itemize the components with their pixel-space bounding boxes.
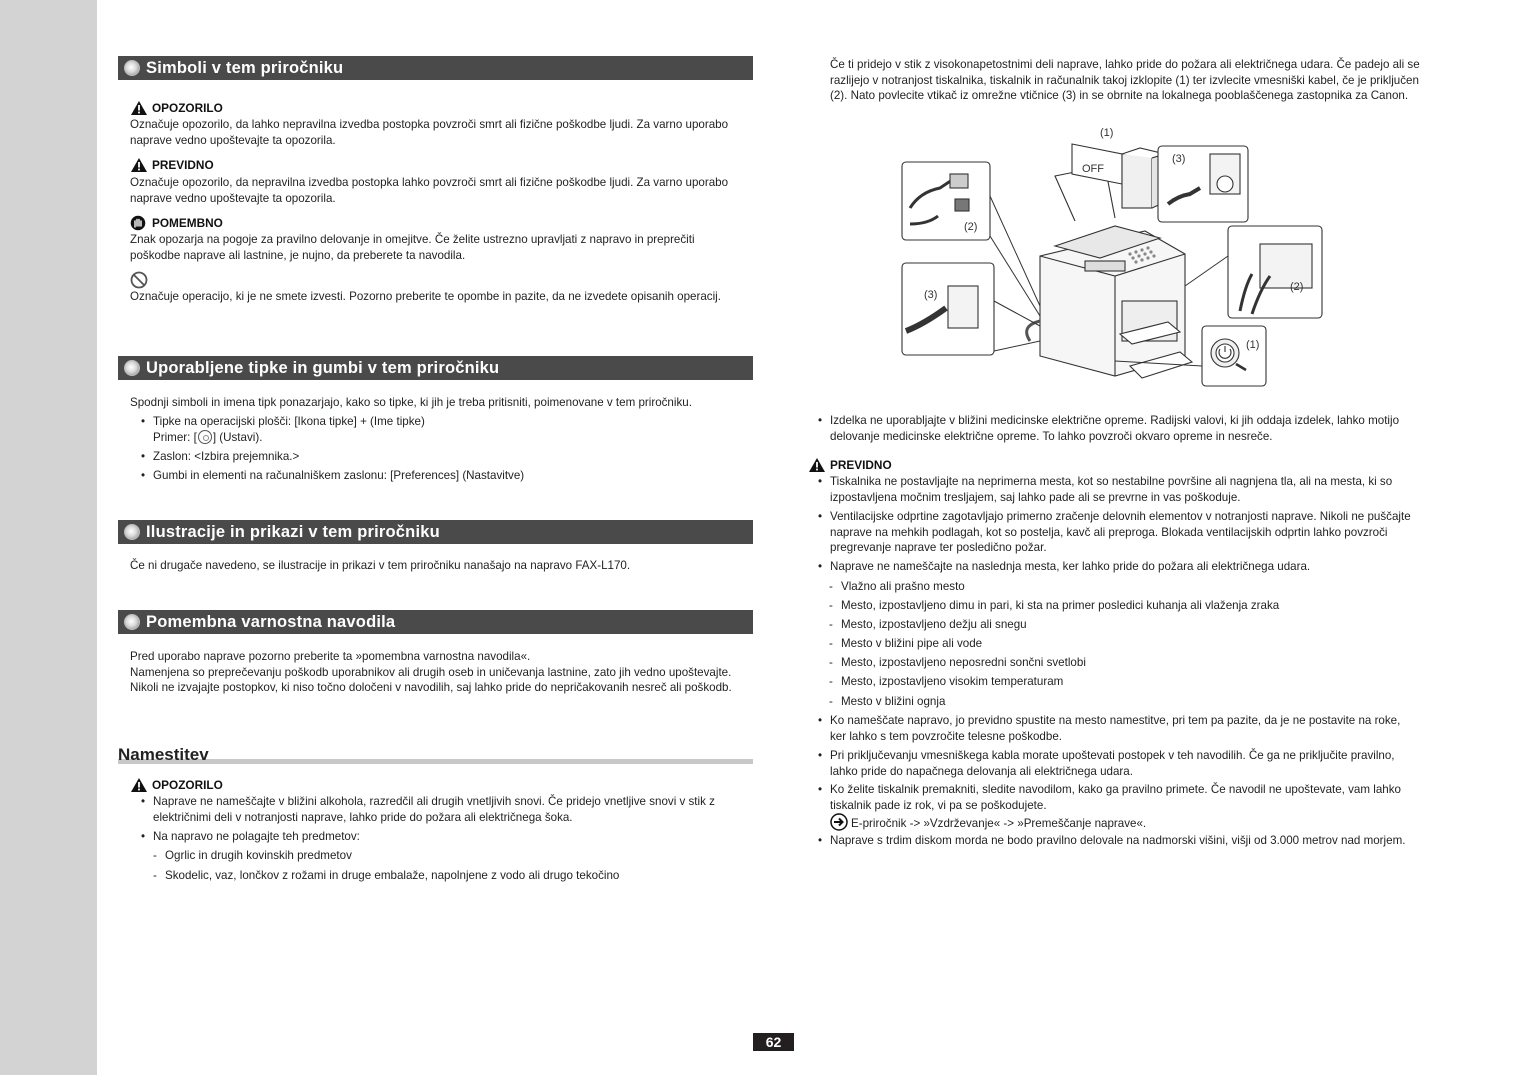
- manual-reference-link[interactable]: E-priročnik -> »Vzdrževanje« -> »Premeščanje naprave«.: [851, 817, 1147, 831]
- hand-stop-icon: [130, 215, 148, 231]
- section-bullet-icon: [124, 60, 140, 76]
- keys-list-item: • Zaslon: <Izbira prejemnika.>: [141, 449, 741, 465]
- warning-triangle-icon: [130, 777, 148, 793]
- keys-list-item: • Tipke na operacijski plošči: [Ikona tipke] + (Ime tipke) Primer: [ ] (Ustavi).: [141, 414, 741, 445]
- section-title: Uporabljene tipke in gumbi v tem priročniku: [146, 359, 500, 377]
- caution-bullet: • Ko nameščate napravo, jo previdno spustite na mesto namestitve, pri tem pa pazite, da je ne postavite na roke, ker lahko s tem povzročite telesne poškodbe.: [818, 713, 1418, 744]
- installation-heading: Namestitev: [118, 745, 209, 764]
- caution-bullet: • Pri priključevanju vmesniškega kabla morate upoštevati postopek v teh navodilih. Če ga ne priključite pravilno, lahko pride do napačnega delovanja ali električnega udara.: [818, 748, 1418, 779]
- contact-intro: Če ti pridejo v stik z visokonapetostnimi deli naprave, lahko pride do požara ali električnega udara. Če padejo ali se razlijejo v notranjost tiskalnika, tiskalnik in računalnik takoj izklopite (1) ter izvlecite vmesniški kabel, če je priključen (2). Nato povlecite vtikač iz omrežne vtičnice (3) in se obrnite na lokalnega pooblaščenega zastopnika za Canon.: [830, 58, 1420, 103]
- keys-list-item: • Gumbi in elementi na računalniškem zaslonu: [Preferences] (Nastavitve): [141, 468, 741, 484]
- prohibited-description: Označuje operacijo, ki je ne smete izvesti. Pozorno preberite te opombe in pazite, da ne izvedete opisanih operacij.: [130, 290, 721, 303]
- caution-triangle-icon: [130, 157, 148, 173]
- page-number: 62: [753, 1033, 794, 1051]
- warning-triangle-icon: [130, 100, 148, 116]
- off-label: OFF: [1082, 163, 1104, 175]
- caution-description: Označuje opozorilo, da nepravilna izvedba postopka lahko povzroči smrt ali fizične poškodbe ljudi. Za varno uporabo naprave vedno upoštevajte ta opozorila.: [130, 176, 729, 205]
- caution-bullet: • Naprave s trdim diskom morda ne bodo pravilno delovale na nadmorski višini, višji od 3.000 metrov nad morjem.: [818, 833, 1408, 849]
- subheading-rule: [118, 759, 753, 764]
- keys-intro: Spodnji simboli in imena tipk ponazarjajo, kako so tipke, ki jih je treba pritisniti, poimenovane v tem priročniku.: [130, 396, 692, 409]
- caution-bullet: • Ko želite tiskalnik premakniti, sledite navodilom, kako ga pravilno primete. Če navodil ne upoštevate, vam lahko tiskalnik pade iz rok, vi pa se poškodujete. E-priročnik -> »Vzdrževanje« -> »Premeščanje naprave«.: [818, 782, 1418, 832]
- inset-power-button: [1202, 326, 1266, 386]
- installation-bullet: • Na napravo ne polagajte teh predmetov:: [141, 829, 753, 845]
- safety-paragraph: Nikoli ne izvajajte postopkov, ki niso točno določeni v navodilih, saj lahko pride do nepričakovanih nesreč ali poškodb.: [130, 681, 732, 695]
- caution-label-right: PREVIDNO: [808, 457, 892, 473]
- important-description: Znak opozarja na pogoje za pravilno delovanje in omejitve. Če želite ustrezno upravljati z napravo in preprečiti poškodbe naprave ali lastnine, je nujno, da preberete ta navodila.: [130, 233, 695, 262]
- caution-bullet: • Tiskalnika ne postavljajte na neprimerna mesta, kot so nestabilne površine ali nagnjena tla, ali na mesta, ki so izpostavljena močnim tresljajem, saj lahko pade ali se prevrne in vas poškoduje.: [818, 474, 1424, 505]
- place-item: - Mesto, izpostavljeno visokim temperaturam: [829, 674, 1419, 690]
- disconnect-illustration: [900, 126, 1324, 388]
- installation-bullet: • Naprave ne nameščajte v bližini alkohola, razredčil ali drugih vnetljivih snovi. Če pridejo vnetljive snovi v stik z električnimi deli v notranjosti naprave, lahko pride do požara ali električnega šoka.: [141, 794, 753, 825]
- medical-warning-bullet: • Izdelka ne uporabljajte v bližini medicinske električne opreme. Radijski valovi, ki jih oddaja izdelek, lahko motijo delovanje medicinske električne opreme. To lahko povzroči okvaro opreme in nesreče.: [818, 413, 1424, 444]
- prohibited-icon: [130, 271, 148, 289]
- installation-dash-item: - Ogrlic in drugih kovinskih predmetov: [153, 848, 753, 864]
- illustrations-note: Če ni drugače navedeno, se ilustracije in prikazi v tem priročniku nanašajo na napravo FAX-L170.: [130, 559, 631, 572]
- callout-2-right: (2): [1290, 281, 1304, 293]
- caution-label: PREVIDNO: [130, 157, 214, 173]
- safety-intro: [130, 649, 742, 696]
- section-bullet-icon: [124, 360, 140, 376]
- callout-3-top: (3): [1172, 153, 1186, 165]
- section-title: Pomembna varnostna navodila: [146, 613, 396, 631]
- safety-paragraph: Namenjena so preprečevanju poškodb uporabnikov ali drugih oseb in uničevanja lastnine, zato jih vedno upoštevajte.: [130, 665, 732, 679]
- section-bullet-icon: [124, 614, 140, 630]
- caution-bullet: • Ventilacijske odprtine zagotavljajo primerno zračenje delovnih elementov v notranjosti naprave. Nikoli ne puščajte naprave na mehkih podlagah, kot so postelja, kavč ali preproga. Blokada ventilacijskih odprtin lahko povzroči pregrevanje naprave ter posledično požar.: [818, 509, 1418, 556]
- callout-2-left: (2): [964, 221, 978, 233]
- callout-1-bottom: (1): [1246, 339, 1260, 351]
- section-title: Ilustracije in prikazi v tem priročniku: [146, 523, 440, 541]
- warning-description: Označuje opozorilo, da lahko nepravilna izvedba postopka povzroči smrt ali fizične poškodbe ljudi. Za varno uporabo naprave vedno upoštevajte ta opozorila.: [130, 118, 729, 147]
- place-item: - Vlažno ali prašno mesto: [829, 579, 1419, 595]
- section-title: Simboli v tem priročniku: [146, 59, 344, 77]
- important-label: POMEMBNO: [130, 215, 223, 231]
- section-header-tipke: [118, 356, 753, 380]
- section-header-simboli: [118, 56, 753, 80]
- place-item: - Mesto, izpostavljeno dimu in pari, ki sta na primer posledici kuhanja ali vlaženja zraka: [829, 598, 1419, 614]
- installation-dash-item: - Skodelic, vaz, lončkov z rožami in druge embalaže, napolnjene z vodo ali drugo tekočino: [153, 868, 753, 884]
- reference-arrow-icon: [830, 813, 848, 831]
- callout-1-top: (1): [1100, 127, 1114, 139]
- place-item: - Mesto, izpostavljeno neposredni sončni svetlobi: [829, 655, 1419, 671]
- place-item: - Mesto v bližini ognja: [829, 694, 1419, 710]
- caution-triangle-icon: [808, 457, 826, 473]
- stop-key-icon: [198, 430, 212, 444]
- section-header-ilustracije: [118, 520, 753, 544]
- caution-bullet: • Naprave ne nameščajte na naslednja mesta, ker lahko pride do požara ali električnega udara.: [818, 559, 1424, 575]
- warning-label: OPOZORILO: [130, 100, 223, 116]
- section-bullet-icon: [124, 524, 140, 540]
- place-item: - Mesto v bližini pipe ali vode: [829, 636, 1419, 652]
- callout-3-left: (3): [924, 289, 938, 301]
- installation-warning-label: OPOZORILO: [130, 777, 223, 793]
- inset-device-cable: [1228, 226, 1322, 318]
- section-header-varnost: [118, 610, 753, 634]
- place-item: - Mesto, izpostavljeno dežju ali snegu: [829, 617, 1419, 633]
- safety-paragraph: Pred uporabo naprave pozorno preberite ta »pomembna varnostna navodila«.: [130, 650, 531, 663]
- side-margin-strip: [0, 0, 97, 1075]
- inset-power-cord: [902, 263, 994, 355]
